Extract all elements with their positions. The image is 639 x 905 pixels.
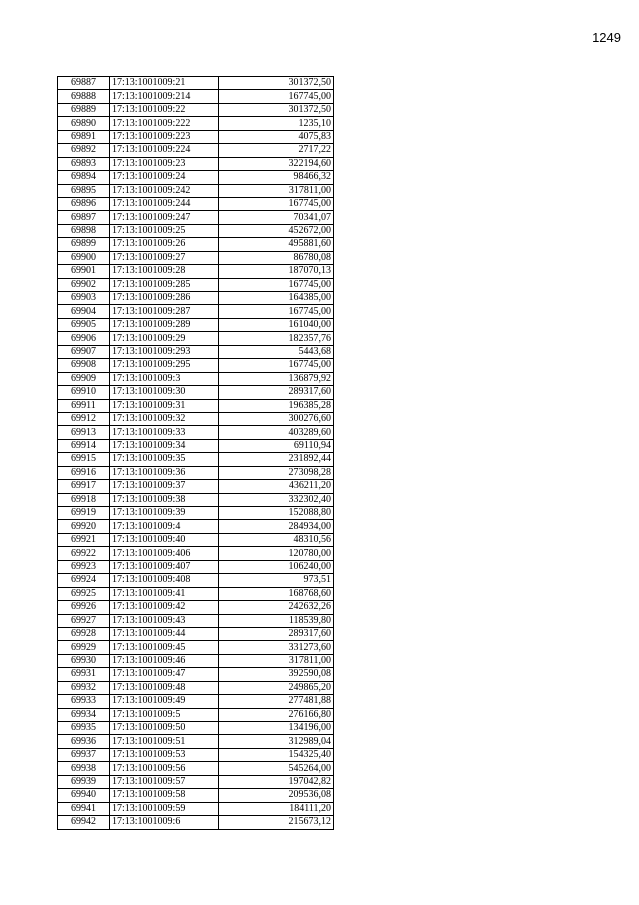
cadastral-value-cell: 209536,08 [219,789,334,802]
row-id-cell: 69942 [58,816,110,829]
cadastral-number-cell: 17:13:1001009:406 [110,547,219,560]
cadastral-number-cell: 17:13:1001009:43 [110,614,219,627]
cadastral-number-cell: 17:13:1001009:223 [110,130,219,143]
table-row [58,345,334,358]
table-row [58,601,334,614]
cadastral-value-cell: 187070,13 [219,265,334,278]
row-id-cell: 69894 [58,171,110,184]
row-id-cell: 69892 [58,144,110,157]
row-id-cell: 69910 [58,386,110,399]
table-row [58,184,334,197]
cadastral-number-cell: 17:13:1001009:46 [110,654,219,667]
table-row [58,789,334,802]
cadastral-value-cell: 152088,80 [219,507,334,520]
row-id-cell: 69897 [58,211,110,224]
cadastral-number-cell: 17:13:1001009:29 [110,332,219,345]
cadastral-number-cell: 17:13:1001009:242 [110,184,219,197]
row-id-cell: 69920 [58,520,110,533]
row-id-cell: 69924 [58,574,110,587]
row-id-cell: 69888 [58,90,110,103]
cadastral-value-cell: 276166,80 [219,708,334,721]
cadastral-number-cell: 17:13:1001009:49 [110,695,219,708]
cadastral-number-cell: 17:13:1001009:23 [110,157,219,170]
row-id-cell: 69929 [58,641,110,654]
cadastral-value-cell: 197042,82 [219,775,334,788]
row-id-cell: 69907 [58,345,110,358]
cadastral-value-cell: 289317,60 [219,386,334,399]
cadastral-value-cell: 452672,00 [219,224,334,237]
table-row [58,735,334,748]
cadastral-value-cell: 167745,00 [219,278,334,291]
row-id-cell: 69939 [58,775,110,788]
table-row [58,426,334,439]
table-row [58,802,334,815]
cadastral-number-cell: 17:13:1001009:53 [110,748,219,761]
row-id-cell: 69934 [58,708,110,721]
cadastral-number-cell: 17:13:1001009:30 [110,386,219,399]
cadastral-number-cell: 17:13:1001009:41 [110,587,219,600]
row-id-cell: 69927 [58,614,110,627]
cadastral-number-cell: 17:13:1001009:59 [110,802,219,815]
cadastral-number-cell: 17:13:1001009:408 [110,574,219,587]
row-id-cell: 69902 [58,278,110,291]
table-row [58,708,334,721]
cadastral-value-cell: 98466,32 [219,171,334,184]
row-id-cell: 69893 [58,157,110,170]
table-row [58,507,334,520]
table-row [58,614,334,627]
table-body [58,77,334,830]
cadastral-value-cell: 331273,60 [219,641,334,654]
cadastral-value-cell: 167745,00 [219,90,334,103]
row-id-cell: 69916 [58,466,110,479]
cadastral-number-cell: 17:13:1001009:51 [110,735,219,748]
cadastral-value-cell: 106240,00 [219,560,334,573]
table-row [58,372,334,385]
cadastral-number-cell: 17:13:1001009:27 [110,251,219,264]
cadastral-value-cell: 317811,00 [219,184,334,197]
table-row [58,412,334,425]
cadastral-value-cell: 164385,00 [219,292,334,305]
row-id-cell: 69938 [58,762,110,775]
cadastral-value-cell: 1235,10 [219,117,334,130]
cadastral-value-cell: 167745,00 [219,197,334,210]
row-id-cell: 69899 [58,238,110,251]
table-row [58,775,334,788]
table-row [58,627,334,640]
table-row [58,493,334,506]
cadastral-number-cell: 17:13:1001009:286 [110,292,219,305]
row-id-cell: 69913 [58,426,110,439]
cadastral-value-cell: 154325,40 [219,748,334,761]
table-row [58,103,334,116]
cadastral-value-cell: 436211,20 [219,480,334,493]
cadastral-number-cell: 17:13:1001009:26 [110,238,219,251]
table-row [58,641,334,654]
table-row [58,574,334,587]
cadastral-number-cell: 17:13:1001009:56 [110,762,219,775]
row-id-cell: 69941 [58,802,110,815]
row-id-cell: 69940 [58,789,110,802]
cadastral-number-cell: 17:13:1001009:58 [110,789,219,802]
cadastral-number-cell: 17:13:1001009:57 [110,775,219,788]
table-row [58,305,334,318]
table-row [58,77,334,90]
row-id-cell: 69896 [58,197,110,210]
cadastral-value-cell: 332302,40 [219,493,334,506]
table-row [58,117,334,130]
row-id-cell: 69891 [58,130,110,143]
cadastral-value-table [57,76,334,830]
table-row [58,466,334,479]
table-row [58,359,334,372]
cadastral-number-cell: 17:13:1001009:35 [110,453,219,466]
table-row [58,533,334,546]
row-id-cell: 69926 [58,601,110,614]
table-row [58,668,334,681]
row-id-cell: 69915 [58,453,110,466]
row-id-cell: 69905 [58,318,110,331]
row-id-cell: 69912 [58,412,110,425]
table-row [58,748,334,761]
cadastral-number-cell: 17:13:1001009:32 [110,412,219,425]
cadastral-number-cell: 17:13:1001009:214 [110,90,219,103]
table-row [58,265,334,278]
table-row [58,722,334,735]
cadastral-number-cell: 17:13:1001009:247 [110,211,219,224]
cadastral-value-cell: 273098,28 [219,466,334,479]
cadastral-number-cell: 17:13:1001009:42 [110,601,219,614]
cadastral-value-cell: 4075,83 [219,130,334,143]
table-row [58,278,334,291]
cadastral-number-cell: 17:13:1001009:224 [110,144,219,157]
cadastral-number-cell: 17:13:1001009:38 [110,493,219,506]
table-row [58,318,334,331]
row-id-cell: 69937 [58,748,110,761]
cadastral-value-cell: 48310,56 [219,533,334,546]
cadastral-number-cell: 17:13:1001009:28 [110,265,219,278]
cadastral-value-cell: 289317,60 [219,627,334,640]
cadastral-number-cell: 17:13:1001009:47 [110,668,219,681]
cadastral-number-cell: 17:13:1001009:34 [110,439,219,452]
row-id-cell: 69895 [58,184,110,197]
cadastral-value-cell: 120780,00 [219,547,334,560]
cadastral-number-cell: 17:13:1001009:44 [110,627,219,640]
cadastral-value-cell: 196385,28 [219,399,334,412]
table-row [58,90,334,103]
cadastral-value-cell: 118539,80 [219,614,334,627]
table-row [58,292,334,305]
cadastral-value-cell: 284934,00 [219,520,334,533]
table-row [58,654,334,667]
cadastral-number-cell: 17:13:1001009:31 [110,399,219,412]
table-row [58,197,334,210]
row-id-cell: 69898 [58,224,110,237]
page-number: 1249 [592,30,621,45]
row-id-cell: 69936 [58,735,110,748]
cadastral-number-cell: 17:13:1001009:36 [110,466,219,479]
table-row [58,560,334,573]
table-row [58,224,334,237]
cadastral-number-cell: 17:13:1001009:295 [110,359,219,372]
cadastral-number-cell: 17:13:1001009:45 [110,641,219,654]
cadastral-value-cell: 182357,76 [219,332,334,345]
cadastral-value-cell: 317811,00 [219,654,334,667]
table-row [58,439,334,452]
row-id-cell: 69928 [58,627,110,640]
cadastral-number-cell: 17:13:1001009:5 [110,708,219,721]
table-row [58,547,334,560]
table-row [58,130,334,143]
cadastral-value-cell: 69110,94 [219,439,334,452]
cadastral-number-cell: 17:13:1001009:6 [110,816,219,829]
row-id-cell: 69906 [58,332,110,345]
cadastral-number-cell: 17:13:1001009:287 [110,305,219,318]
cadastral-number-cell: 17:13:1001009:407 [110,560,219,573]
row-id-cell: 69933 [58,695,110,708]
table-row [58,332,334,345]
table-row [58,762,334,775]
table-row [58,520,334,533]
cadastral-number-cell: 17:13:1001009:293 [110,345,219,358]
row-id-cell: 69904 [58,305,110,318]
cadastral-value-cell: 495881,60 [219,238,334,251]
row-id-cell: 69908 [58,359,110,372]
row-id-cell: 69932 [58,681,110,694]
row-id-cell: 69911 [58,399,110,412]
cadastral-number-cell: 17:13:1001009:48 [110,681,219,694]
row-id-cell: 69919 [58,507,110,520]
cadastral-number-cell: 17:13:1001009:244 [110,197,219,210]
cadastral-number-cell: 17:13:1001009:37 [110,480,219,493]
row-id-cell: 69909 [58,372,110,385]
table-row [58,681,334,694]
cadastral-value-cell: 300276,60 [219,412,334,425]
cadastral-value-cell: 161040,00 [219,318,334,331]
cadastral-value-cell: 5443,68 [219,345,334,358]
table-row [58,480,334,493]
cadastral-value-cell: 242632,26 [219,601,334,614]
table-row [58,453,334,466]
table-row [58,171,334,184]
cadastral-number-cell: 17:13:1001009:222 [110,117,219,130]
table-row [58,211,334,224]
row-id-cell: 69890 [58,117,110,130]
cadastral-value-cell: 973,51 [219,574,334,587]
row-id-cell: 69901 [58,265,110,278]
row-id-cell: 69922 [58,547,110,560]
cadastral-value-cell: 168768,60 [219,587,334,600]
cadastral-value-cell: 545264,00 [219,762,334,775]
row-id-cell: 69931 [58,668,110,681]
cadastral-value-cell: 215673,12 [219,816,334,829]
cadastral-number-cell: 17:13:1001009:24 [110,171,219,184]
cadastral-value-cell: 403289,60 [219,426,334,439]
cadastral-value-cell: 301372,50 [219,77,334,90]
cadastral-value-cell: 136879,92 [219,372,334,385]
table-row [58,587,334,600]
table-row [58,386,334,399]
cadastral-number-cell: 17:13:1001009:21 [110,77,219,90]
cadastral-value-cell: 134196,00 [219,722,334,735]
row-id-cell: 69935 [58,722,110,735]
table-row [58,251,334,264]
table-row [58,695,334,708]
table-row [58,157,334,170]
row-id-cell: 69918 [58,493,110,506]
row-id-cell: 69917 [58,480,110,493]
cadastral-number-cell: 17:13:1001009:40 [110,533,219,546]
cadastral-value-cell: 392590,08 [219,668,334,681]
table-row [58,399,334,412]
row-id-cell: 69903 [58,292,110,305]
cadastral-value-cell: 231892,44 [219,453,334,466]
table-row [58,816,334,829]
row-id-cell: 69923 [58,560,110,573]
row-id-cell: 69900 [58,251,110,264]
cadastral-number-cell: 17:13:1001009:33 [110,426,219,439]
cadastral-value-cell: 86780,08 [219,251,334,264]
cadastral-value-cell: 277481,88 [219,695,334,708]
cadastral-number-cell: 17:13:1001009:50 [110,722,219,735]
cadastral-value-cell: 2717,22 [219,144,334,157]
cadastral-value-cell: 70341,07 [219,211,334,224]
row-id-cell: 69925 [58,587,110,600]
row-id-cell: 69921 [58,533,110,546]
cadastral-number-cell: 17:13:1001009:3 [110,372,219,385]
table-row [58,238,334,251]
cadastral-number-cell: 17:13:1001009:285 [110,278,219,291]
cadastral-value-cell: 312989,04 [219,735,334,748]
cadastral-number-cell: 17:13:1001009:39 [110,507,219,520]
cadastral-number-cell: 17:13:1001009:22 [110,103,219,116]
cadastral-value-cell: 167745,00 [219,305,334,318]
cadastral-value-cell: 184111,20 [219,802,334,815]
row-id-cell: 69930 [58,654,110,667]
row-id-cell: 69914 [58,439,110,452]
row-id-cell: 69889 [58,103,110,116]
cadastral-value-cell: 322194,60 [219,157,334,170]
cadastral-number-cell: 17:13:1001009:25 [110,224,219,237]
cadastral-number-cell: 17:13:1001009:4 [110,520,219,533]
cadastral-value-cell: 301372,50 [219,103,334,116]
table-row [58,144,334,157]
cadastral-value-cell: 167745,00 [219,359,334,372]
row-id-cell: 69887 [58,77,110,90]
cadastral-value-cell: 249865,20 [219,681,334,694]
cadastral-number-cell: 17:13:1001009:289 [110,318,219,331]
